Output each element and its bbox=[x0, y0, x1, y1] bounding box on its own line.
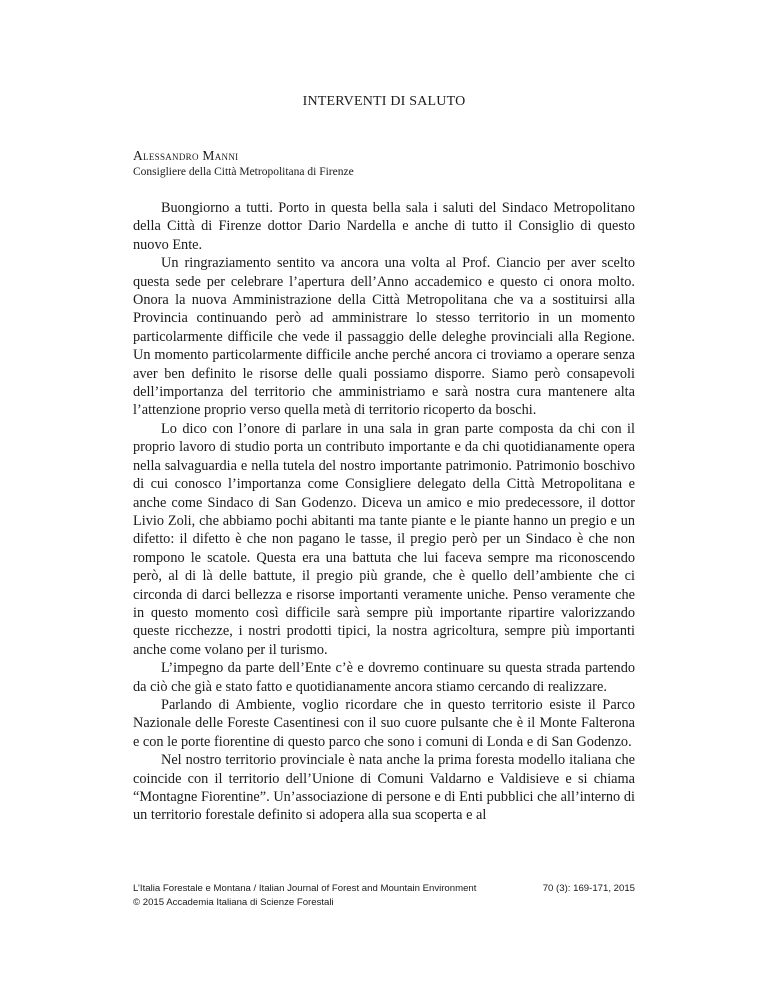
journal-citation: 70 (3): 169-171, 2015 bbox=[542, 883, 635, 894]
paragraph: Buongiorno a tutti. Porto in questa bella sala i saluti del Sindaco Metropolitano della Città di Firenze dottor Dario Nardella e anche di tutto il Consiglio di questo nuovo Ente. bbox=[133, 200, 635, 253]
article-body bbox=[133, 199, 635, 825]
paragraph: Un ringraziamento sentito va ancora una volta al Prof. Ciancio per aver scelto questa sede per celebrare l’apertura dell’Anno accademico e questo ci onora molto. Onora la nuova Amministrazione della Città Metropolitana che va a sostituirsi alla Provincia continuando però ad amministrare lo stesso territorio in un momento particolarmente difficile che vede il passaggio delle deleghe provinciali alla Regione. Un momento particolarmente difficile anche perché ancora ci troviamo a operare senza aver ben definito le risorse delle quali possiamo disporre. Siamo però consapevoli dell’importanza del territorio che amministriamo e sarà nostra cura mantenere alta l’attenzione proprio verso quella metà di territorio ricoperto da boschi. bbox=[133, 255, 635, 419]
journal-name: L’Italia Forestale e Montana / Italian Journal of Forest and Mountain Environment bbox=[133, 883, 477, 894]
footer-journal-info bbox=[133, 882, 513, 910]
paragraph: Parlando di Ambiente, voglio ricordare che in questo territorio esiste il Parco Nazionale delle Foreste Casentinesi con il suo cuore pulsante che è il Monte Falterona e con le porte fiorentine di questo parco che sono i comuni di Londa e di San Godenzo. bbox=[133, 696, 635, 750]
paragraph: L’impegno da parte dell’Ente c’è e dovremo continuare su questa strada partendo da ciò che già e stato fatto e quotidianamente ancora stiamo cercando di realizzare. bbox=[133, 660, 635, 695]
author-affiliation: Consigliere della Città Metropolitana di Firenze bbox=[133, 166, 354, 178]
paragraph: Nel nostro territorio provinciale è nata anche la prima foresta modello italiana che coincide con il territorio dell’Unione di Comuni Valdarno e Valdisieve e si chiama “Montagne Fiorentine”. Un’associazione di persone e di Enti pubblici che all’interno di un territorio forestale definito si adopera alla sua scoperta e al bbox=[133, 752, 635, 824]
copyright-notice: © 2015 Accademia Italiana di Scienze Forestali bbox=[133, 897, 334, 908]
author-name: Alessandro Manni bbox=[133, 148, 239, 163]
section-title: INTERVENTI DI SALUTO bbox=[302, 94, 466, 109]
paragraph: Lo dico con l’onore di parlare in una sala in gran parte composta da chi con il proprio lavoro di studio porta un contributo importante e da chi quotidianamente opera nella salvaguardia e nella tutela del nostro importante patrimonio. Patrimonio boschivo di cui conosco l’importanza come Consigliere delegato della Città Metropolitana e anche come Sindaco di San Godenzo. Diceva un amico e mio predecessore, il dottor Livio Zoli, che abbiamo pochi abitanti ma tante piante e le piante hanno un pregio e un difetto: il difetto è che non pagano le tasse, il pregio però per un Sindaco è che non rompono le scatole. Questa era una battuta che lui faceva sempre ma riconoscendo però, al di là delle battute, il pregio più grande, che è quello dell’ambiente che ci circonda di darci bellezza e risorse importanti veramente uniche. Penso veramente che in questo momento così difficile sarà sempre più importante ripartire valorizzando queste ricchezze, i nostri prodotti tipici, la nostra agricoltura, sempre più importanti anche come volano per il turismo. bbox=[133, 420, 635, 658]
